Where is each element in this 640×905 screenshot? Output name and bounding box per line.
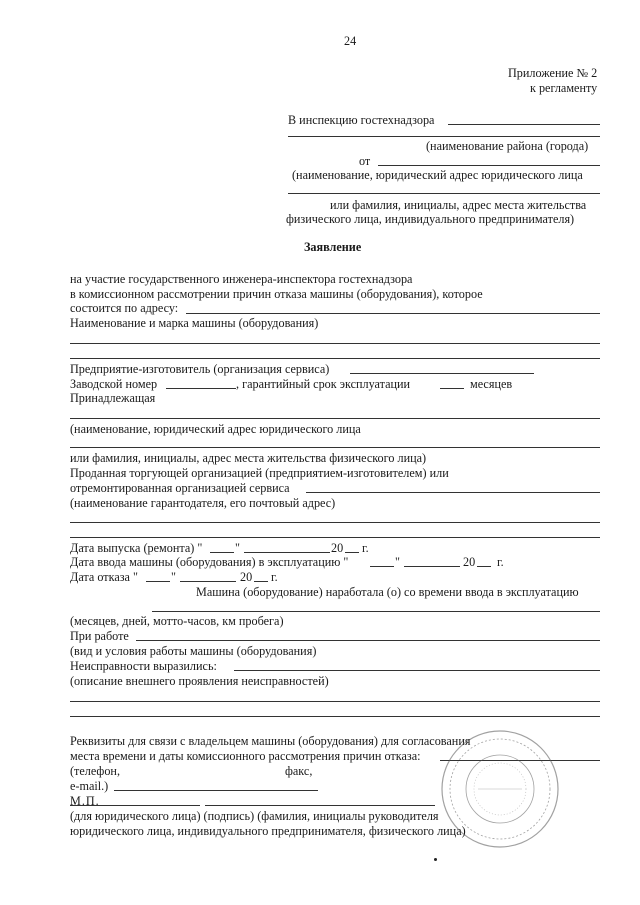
signature-caption-2: юридического лица, индивидуального предпринимателя, физического лица) (70, 824, 466, 838)
release-day-field[interactable] (210, 552, 234, 553)
appendix-line-1: Приложение № 2 (508, 66, 598, 80)
failure-day-field[interactable] (146, 581, 170, 582)
guarantor-caption: (наименование гарантодателя, его почтовый адрес) (70, 496, 336, 510)
appendix-line-2: к регламенту (530, 81, 598, 95)
malfunctions-field-3[interactable] (70, 716, 600, 717)
failure-quote: " (171, 570, 176, 584)
work-conditions-label: При работе (70, 629, 129, 643)
body-line-1: на участие государственного инженера-инспектора гостехнадзора (70, 272, 413, 286)
page-number: 24 (344, 34, 357, 48)
failure-date-label: Дата отказа " (70, 570, 138, 584)
months-label: месяцев (470, 377, 513, 391)
or-caption-2: физического лица, индивидуального предпринимателя) (286, 212, 575, 226)
contacts-label: Реквизиты для связи с владельцем машины (оборудования) для согласования (70, 734, 471, 748)
from-label: от (359, 154, 371, 168)
malfunctions-field-2[interactable] (70, 701, 600, 702)
document-title: Заявление (304, 240, 362, 254)
address-field[interactable] (186, 313, 600, 314)
or-caption: или фамилия, инициалы, адрес места жительства (330, 198, 587, 212)
owner-caption: (наименование, юридический адрес юридического лица (70, 422, 361, 436)
machine-name-field-2[interactable] (70, 358, 600, 359)
malfunctions-caption: (описание внешнего проявления неисправностей) (70, 674, 329, 688)
release-quote: " (235, 541, 240, 555)
release-date-label: Дата выпуска (ремонта) " (70, 541, 203, 555)
district-caption: (наименование района (города) (426, 139, 589, 153)
signature-caption: (для юридического лица) (подпись) (фамилия, инициалы руководителя (70, 809, 439, 823)
machine-name-field-1[interactable] (70, 343, 600, 344)
warranty-label: , гарантийный срок эксплуатации (236, 377, 411, 391)
owner-label: Принадлежащая (70, 391, 156, 405)
release-year-prefix: 20 (331, 541, 344, 555)
signature-field[interactable] (70, 805, 200, 806)
name-field[interactable] (288, 193, 600, 194)
release-year-suffix: г. (362, 541, 369, 555)
body-line-2: в комиссионном рассмотрении причин отказа машины (оборудования), которое (70, 287, 483, 301)
repaired-by-label: отремонтированная организацией сервиса (70, 481, 290, 495)
release-year-field[interactable] (345, 552, 359, 553)
failure-year-suffix: г. (271, 570, 278, 584)
release-month-field[interactable] (244, 552, 330, 553)
commission-day-field[interactable] (370, 566, 394, 567)
operating-time-label: Машина (оборудование) наработала (о) со времени ввода в эксплуатацию (196, 585, 579, 599)
commission-month-field[interactable] (404, 566, 460, 567)
signature-name-field[interactable] (205, 805, 435, 806)
serial-number-label: Заводской номер (70, 377, 158, 391)
manufacturer-label: Предприятие-изготовитель (организация сервиса) (70, 362, 330, 376)
service-org-field[interactable] (306, 492, 600, 493)
recipient-line: В инспекцию гостехнадзора (288, 113, 435, 127)
fax-label: факс, (285, 764, 313, 778)
recipient-field[interactable] (448, 124, 600, 125)
commission-date-label: Дата ввода машины (оборудования) в эксплуатацию " (70, 555, 349, 569)
from-field[interactable] (378, 165, 600, 166)
recipient-field-2[interactable] (288, 136, 600, 137)
failure-month-field[interactable] (180, 581, 236, 582)
warranty-months-field[interactable] (440, 388, 464, 389)
malfunctions-field[interactable] (234, 670, 600, 671)
work-conditions-caption: (вид и условия работы машины (оборудования) (70, 644, 317, 658)
owner-field[interactable] (70, 418, 600, 419)
guarantor-field-1[interactable] (70, 522, 600, 523)
commission-year-field[interactable] (477, 566, 491, 567)
mark-dot (434, 858, 437, 861)
failure-year-prefix: 20 (240, 570, 253, 584)
manufacturer-field[interactable] (350, 373, 534, 374)
owner-caption-2: или фамилия, инициалы, адрес места жительства физического лица) (70, 451, 427, 465)
contacts-label-2: места времени и даты комиссионного рассмотрения причин отказа: (70, 749, 421, 763)
phone-label: (телефон, (70, 764, 120, 778)
machine-name-label: Наименование и марка машины (оборудования) (70, 316, 319, 330)
guarantor-field-2[interactable] (70, 537, 600, 538)
operating-time-field[interactable] (152, 611, 600, 612)
malfunctions-label: Неисправности выразились: (70, 659, 217, 673)
name-caption: (наименование, юридический адрес юридического лица (292, 168, 583, 182)
sold-by-label: Проданная торгующей организацией (предприятием-изготовителем) или (70, 466, 449, 480)
seal-label: М.П. (70, 794, 100, 808)
address-label: состоится по адресу: (70, 301, 179, 315)
round-stamp (438, 727, 562, 851)
commission-quote: " (395, 555, 400, 569)
operating-time-caption: (месяцев, дней, мотто-часов, км пробега) (70, 614, 284, 628)
commission-year-prefix: 20 (463, 555, 476, 569)
owner-field-2[interactable] (70, 447, 600, 448)
commission-year-suffix: г. (497, 555, 504, 569)
serial-number-field[interactable] (166, 388, 236, 389)
email-field[interactable] (114, 790, 318, 791)
failure-year-field[interactable] (254, 581, 268, 582)
email-label: e-mail.) (70, 779, 109, 793)
work-conditions-field[interactable] (136, 640, 600, 641)
